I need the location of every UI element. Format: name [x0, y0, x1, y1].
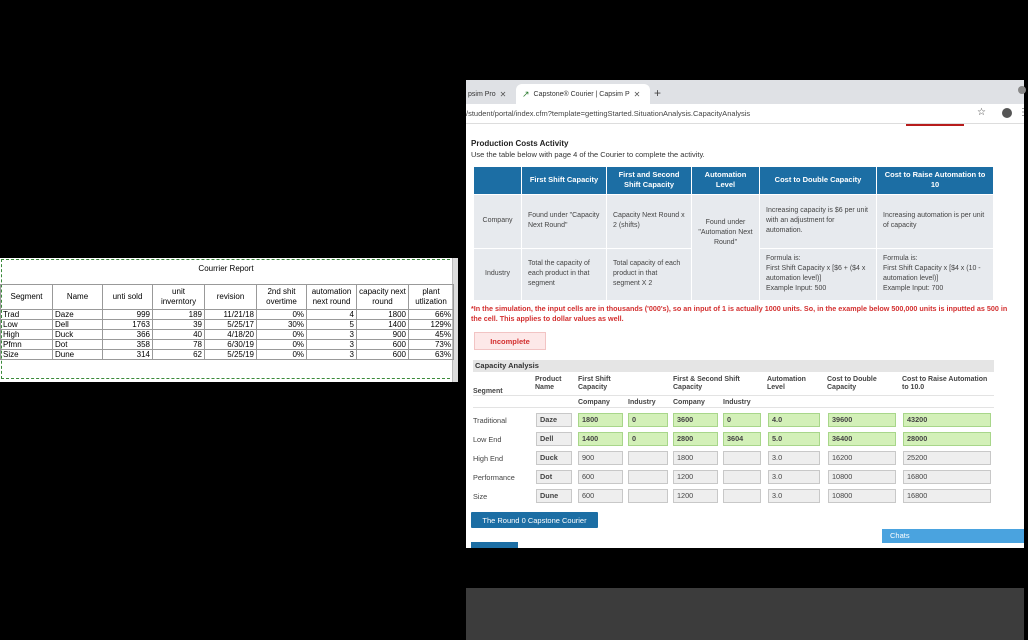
first-second-industry-input[interactable]: 3604: [723, 432, 761, 446]
sheet-cell[interactable]: Low: [1, 320, 53, 330]
double-formula-label: Formula is:: [766, 255, 801, 262]
industry-first-second-hint: Total capacity of each product in that segment X 2: [607, 248, 692, 300]
industry-double-hint: [760, 248, 877, 300]
sheet-cell[interactable]: 3: [307, 340, 357, 350]
automation-level-input[interactable]: 5.0: [768, 432, 820, 446]
raise-formula-label: Formula is:: [883, 255, 918, 262]
account-icon[interactable]: [1002, 108, 1012, 118]
first-second-company-input[interactable]: 2800: [673, 432, 718, 446]
cost-header-raise: Cost to Raise Automation to 10: [877, 167, 994, 194]
sheet-cell[interactable]: 30%: [257, 320, 307, 330]
col-first-shift: First Shift Capacity: [578, 376, 611, 391]
sheet-cell[interactable]: 0%: [257, 330, 307, 340]
sheet-col-units-sold[interactable]: unti sold: [103, 285, 153, 310]
cost-header-row: [474, 167, 994, 194]
cost-double-input[interactable]: 16200: [828, 451, 896, 465]
sheet-cell[interactable]: 3: [307, 330, 357, 340]
sheet-cell[interactable]: 39: [153, 320, 205, 330]
company-raise-hint: Increasing automation is per unit of capacity: [877, 194, 994, 248]
thousands-note: *In the simulation, the input cells are in thousands ('000's), so an input of 1 is actually 1000 units. So, in the example below 500,000 units is inputted as 500 in the cell. This applies to dollar values as well.: [471, 304, 1008, 323]
sheet-col-name[interactable]: Name: [53, 285, 103, 310]
url-text[interactable]: /student/portal/index.cfm?template=gettingStarted.SituationAnalysis.CapacityAnalysis: [466, 109, 751, 118]
activity-title: Production Costs Activity: [471, 139, 569, 148]
company-double-hint: Increasing capacity is $6 per unit with an adjustment for automation.: [760, 194, 877, 248]
header-divider: [473, 407, 994, 408]
page-content: [466, 124, 1024, 548]
cost-raise-input[interactable]: 16800: [903, 470, 991, 484]
first-shift-industry-input[interactable]: 0: [628, 413, 668, 427]
first-shift-company-input[interactable]: 1800: [578, 413, 623, 427]
cost-header-automation: Automation Level: [692, 167, 760, 194]
capacity-analysis-form: [473, 360, 994, 508]
capsim-logo-icon: ↗: [522, 88, 530, 99]
sheet-cell[interactable]: 3: [307, 350, 357, 360]
first-second-company-input[interactable]: 1800: [673, 451, 718, 465]
product-name-field: Dune: [536, 489, 572, 503]
first-shift-company-input[interactable]: 900: [578, 451, 623, 465]
sheet-cell[interactable]: 0%: [257, 340, 307, 350]
sheet-col-capacity-next-round[interactable]: capacity next round: [357, 285, 409, 310]
sheet-cell[interactable]: 999: [103, 310, 153, 320]
sheet-col-segment[interactable]: Segment: [1, 285, 53, 310]
browser-window: [466, 80, 1028, 548]
sheet-cell[interactable]: 4: [307, 310, 357, 320]
sheet-cell[interactable]: High: [1, 330, 53, 340]
cost-header-blank: [474, 167, 522, 194]
first-shift-industry-input[interactable]: [628, 489, 668, 503]
activity-subtitle: Use the table below with page 4 of the Courier to complete the activity.: [471, 150, 705, 159]
col-automation-level: Automation Level: [767, 376, 806, 391]
cost-header-first-second: First and Second Shift Capacity: [607, 167, 692, 194]
cost-raise-input[interactable]: 43200: [903, 413, 991, 427]
raise-example: Example Input: 700: [883, 285, 944, 292]
col-first-second-shift: First & Second Shift Capacity: [673, 376, 740, 391]
col-fss-company: Company: [673, 399, 705, 406]
industry-raise-hint: [877, 248, 994, 300]
browser-menu-icon[interactable]: [1018, 86, 1026, 94]
cost-company-row: [474, 194, 994, 248]
status-badge: Incomplete: [474, 332, 546, 350]
sheet-title: Courrier Report: [198, 264, 254, 273]
automation-level-input[interactable]: 4.0: [768, 413, 820, 427]
first-second-industry-input[interactable]: [723, 489, 761, 503]
sheet-cell[interactable]: 600: [357, 350, 409, 360]
industry-label: Industry: [474, 248, 522, 300]
submit-button[interactable]: [471, 542, 518, 548]
cost-header-first-shift: First Shift Capacity: [522, 167, 607, 194]
sheet-cell[interactable]: 366: [103, 330, 153, 340]
col-cost-double: Cost to Double Capacity: [827, 376, 877, 391]
cost-double-input[interactable]: 10800: [828, 489, 896, 503]
sheet-cell[interactable]: 189: [153, 310, 205, 320]
first-second-industry-input[interactable]: [723, 451, 761, 465]
segment-label-low-end: Low End: [473, 435, 502, 444]
sheet-cell[interactable]: Dune: [53, 350, 103, 360]
sheet-cell[interactable]: 78: [153, 340, 205, 350]
sheet-cell[interactable]: 314: [103, 350, 153, 360]
col-fs-company: Company: [578, 399, 610, 406]
address-bar[interactable]: [466, 104, 1028, 124]
automation-level-input[interactable]: 3.0: [768, 489, 820, 503]
chats-widget[interactable]: Chats: [882, 529, 1024, 543]
sheet-cell[interactable]: 1763: [103, 320, 153, 330]
sheet-cell[interactable]: 129%: [409, 320, 454, 330]
sheet-col-plant-utilization[interactable]: plant utlization: [409, 285, 454, 310]
col-product-name: Product Name: [535, 376, 562, 391]
cost-raise-input[interactable]: 16800: [903, 489, 991, 503]
sheet-cell[interactable]: 4/18/20: [205, 330, 257, 340]
sheet-cell[interactable]: 45%: [409, 330, 454, 340]
first-second-industry-input[interactable]: 0: [723, 413, 761, 427]
sheet-col-revision[interactable]: revision: [205, 285, 257, 310]
cost-raise-input[interactable]: 28000: [903, 432, 991, 446]
sheet-header-row: [1, 285, 454, 310]
sheet-cell[interactable]: 63%: [409, 350, 454, 360]
sheet-cell[interactable]: Trad: [1, 310, 53, 320]
header-divider: [473, 395, 994, 396]
sheet-cell[interactable]: Pfmn: [1, 340, 53, 350]
col-fs-industry: Industry: [628, 399, 656, 406]
first-shift-industry-input[interactable]: 0: [628, 432, 668, 446]
first-second-company-input[interactable]: 1200: [673, 489, 718, 503]
sheet-cell[interactable]: Daze: [53, 310, 103, 320]
industry-first-shift-hint: Total the capacity of each product in that segment: [522, 248, 607, 300]
sheet-cell[interactable]: 66%: [409, 310, 454, 320]
sheet-cell[interactable]: Dell: [53, 320, 103, 330]
cost-header-double: Cost to Double Capacity: [760, 167, 877, 194]
company-label: Company: [474, 194, 522, 248]
sheet-cell[interactable]: 358: [103, 340, 153, 350]
sheet-row: [1, 340, 454, 350]
sheet-cell[interactable]: 73%: [409, 340, 454, 350]
segment-label-performance: Performance: [473, 473, 515, 482]
first-shift-industry-input[interactable]: [628, 470, 668, 484]
sheet-row: [1, 320, 454, 330]
tab-label: psim Pro: [468, 90, 496, 98]
sheet-cell[interactable]: 900: [357, 330, 409, 340]
cost-double-input[interactable]: 39600: [828, 413, 896, 427]
product-name-field: Duck: [536, 451, 572, 465]
more-menu-icon[interactable]: ⋮: [1018, 107, 1028, 118]
spreadsheet-panel: [0, 258, 458, 382]
new-tab-button[interactable]: +: [654, 86, 662, 100]
sheet-col-2nd-shift-overtime[interactable]: 2nd shit overtime: [257, 285, 307, 310]
automation-level-input[interactable]: 3.0: [768, 470, 820, 484]
company-first-shift-hint: Found under "Capacity Next Round": [522, 194, 607, 248]
bookmark-star-icon[interactable]: ☆: [977, 107, 986, 118]
sheet-cell[interactable]: 11/21/18: [205, 310, 257, 320]
sheet-cell[interactable]: 0%: [257, 350, 307, 360]
product-name-field: Dot: [536, 470, 572, 484]
segment-label-traditional: Traditional: [473, 416, 507, 425]
sheet-cell[interactable]: Size: [1, 350, 53, 360]
close-icon[interactable]: ✕: [633, 89, 641, 99]
first-shift-company-input[interactable]: 1400: [578, 432, 623, 446]
capacity-analysis-title: Capacity Analysis: [473, 360, 994, 372]
desktop-taskbar: [466, 588, 1024, 640]
first-second-company-input[interactable]: 3600: [673, 413, 718, 427]
cost-double-input[interactable]: 10800: [828, 470, 896, 484]
double-example: Example Input: 500: [766, 285, 827, 292]
first-second-company-input[interactable]: 1200: [673, 470, 718, 484]
sheet-cell[interactable]: 40: [153, 330, 205, 340]
sheet-cell[interactable]: 5/25/19: [205, 350, 257, 360]
sheet-cell[interactable]: 0%: [257, 310, 307, 320]
tab-bar: [466, 80, 1024, 104]
segment-label-high-end: High End: [473, 454, 504, 463]
automation-level-hint: Found under "Automation Next Round": [692, 194, 760, 300]
col-fss-industry: Industry: [723, 399, 751, 406]
product-name-field: Dell: [536, 432, 572, 446]
sheet-col-unit-inventory[interactable]: unit inverntory: [153, 285, 205, 310]
cost-raise-input[interactable]: 25200: [903, 451, 991, 465]
sheet-cell[interactable]: 600: [357, 340, 409, 350]
first-shift-industry-input[interactable]: [628, 451, 668, 465]
first-shift-company-input[interactable]: 600: [578, 470, 623, 484]
sheet-cell[interactable]: 6/30/19: [205, 340, 257, 350]
tab-label: Capstone® Courier | Capsim P: [533, 90, 630, 98]
sheet-cell[interactable]: 1800: [357, 310, 409, 320]
automation-level-input[interactable]: 3.0: [768, 451, 820, 465]
production-costs-table: [473, 167, 994, 301]
sheet-cell[interactable]: 62: [153, 350, 205, 360]
sheet-cell[interactable]: Duck: [53, 330, 103, 340]
col-segment: Segment: [473, 388, 503, 395]
open-courier-button[interactable]: The Round 0 Capstone Courier: [471, 512, 598, 528]
sheet-row: [1, 330, 454, 340]
sheet-cell[interactable]: Dot: [53, 340, 103, 350]
col-cost-raise: Cost to Raise Automation to 10.0: [902, 376, 988, 391]
segment-label-size: Size: [473, 492, 488, 501]
double-formula-detail: First Shift Capacity x [$6 + ($4 x automation level)]: [766, 265, 866, 282]
company-first-second-hint: Capacity Next Round x 2 (shifts): [607, 194, 692, 248]
sheet-row: [1, 310, 454, 320]
first-second-industry-input[interactable]: [723, 470, 761, 484]
close-icon[interactable]: ✕: [499, 89, 507, 99]
sheet-cell[interactable]: 1400: [357, 320, 409, 330]
cost-double-input[interactable]: 36400: [828, 432, 896, 446]
product-name-field: Daze: [536, 413, 572, 427]
nav-accent-bar: [906, 124, 964, 126]
courier-report-table: [0, 284, 454, 360]
sheet-row: [1, 350, 454, 360]
sheet-cell[interactable]: 5/25/17: [205, 320, 257, 330]
first-shift-company-input[interactable]: 600: [578, 489, 623, 503]
tab-capsim-pro[interactable]: [466, 84, 514, 104]
sheet-cell[interactable]: 5: [307, 320, 357, 330]
sheet-col-automation-next-round[interactable]: automation next round: [307, 285, 357, 310]
raise-formula-detail: First Shift Capacity x [$4 x (10 - automation level)]: [883, 265, 981, 282]
tab-capstone-courier[interactable]: [516, 84, 650, 104]
